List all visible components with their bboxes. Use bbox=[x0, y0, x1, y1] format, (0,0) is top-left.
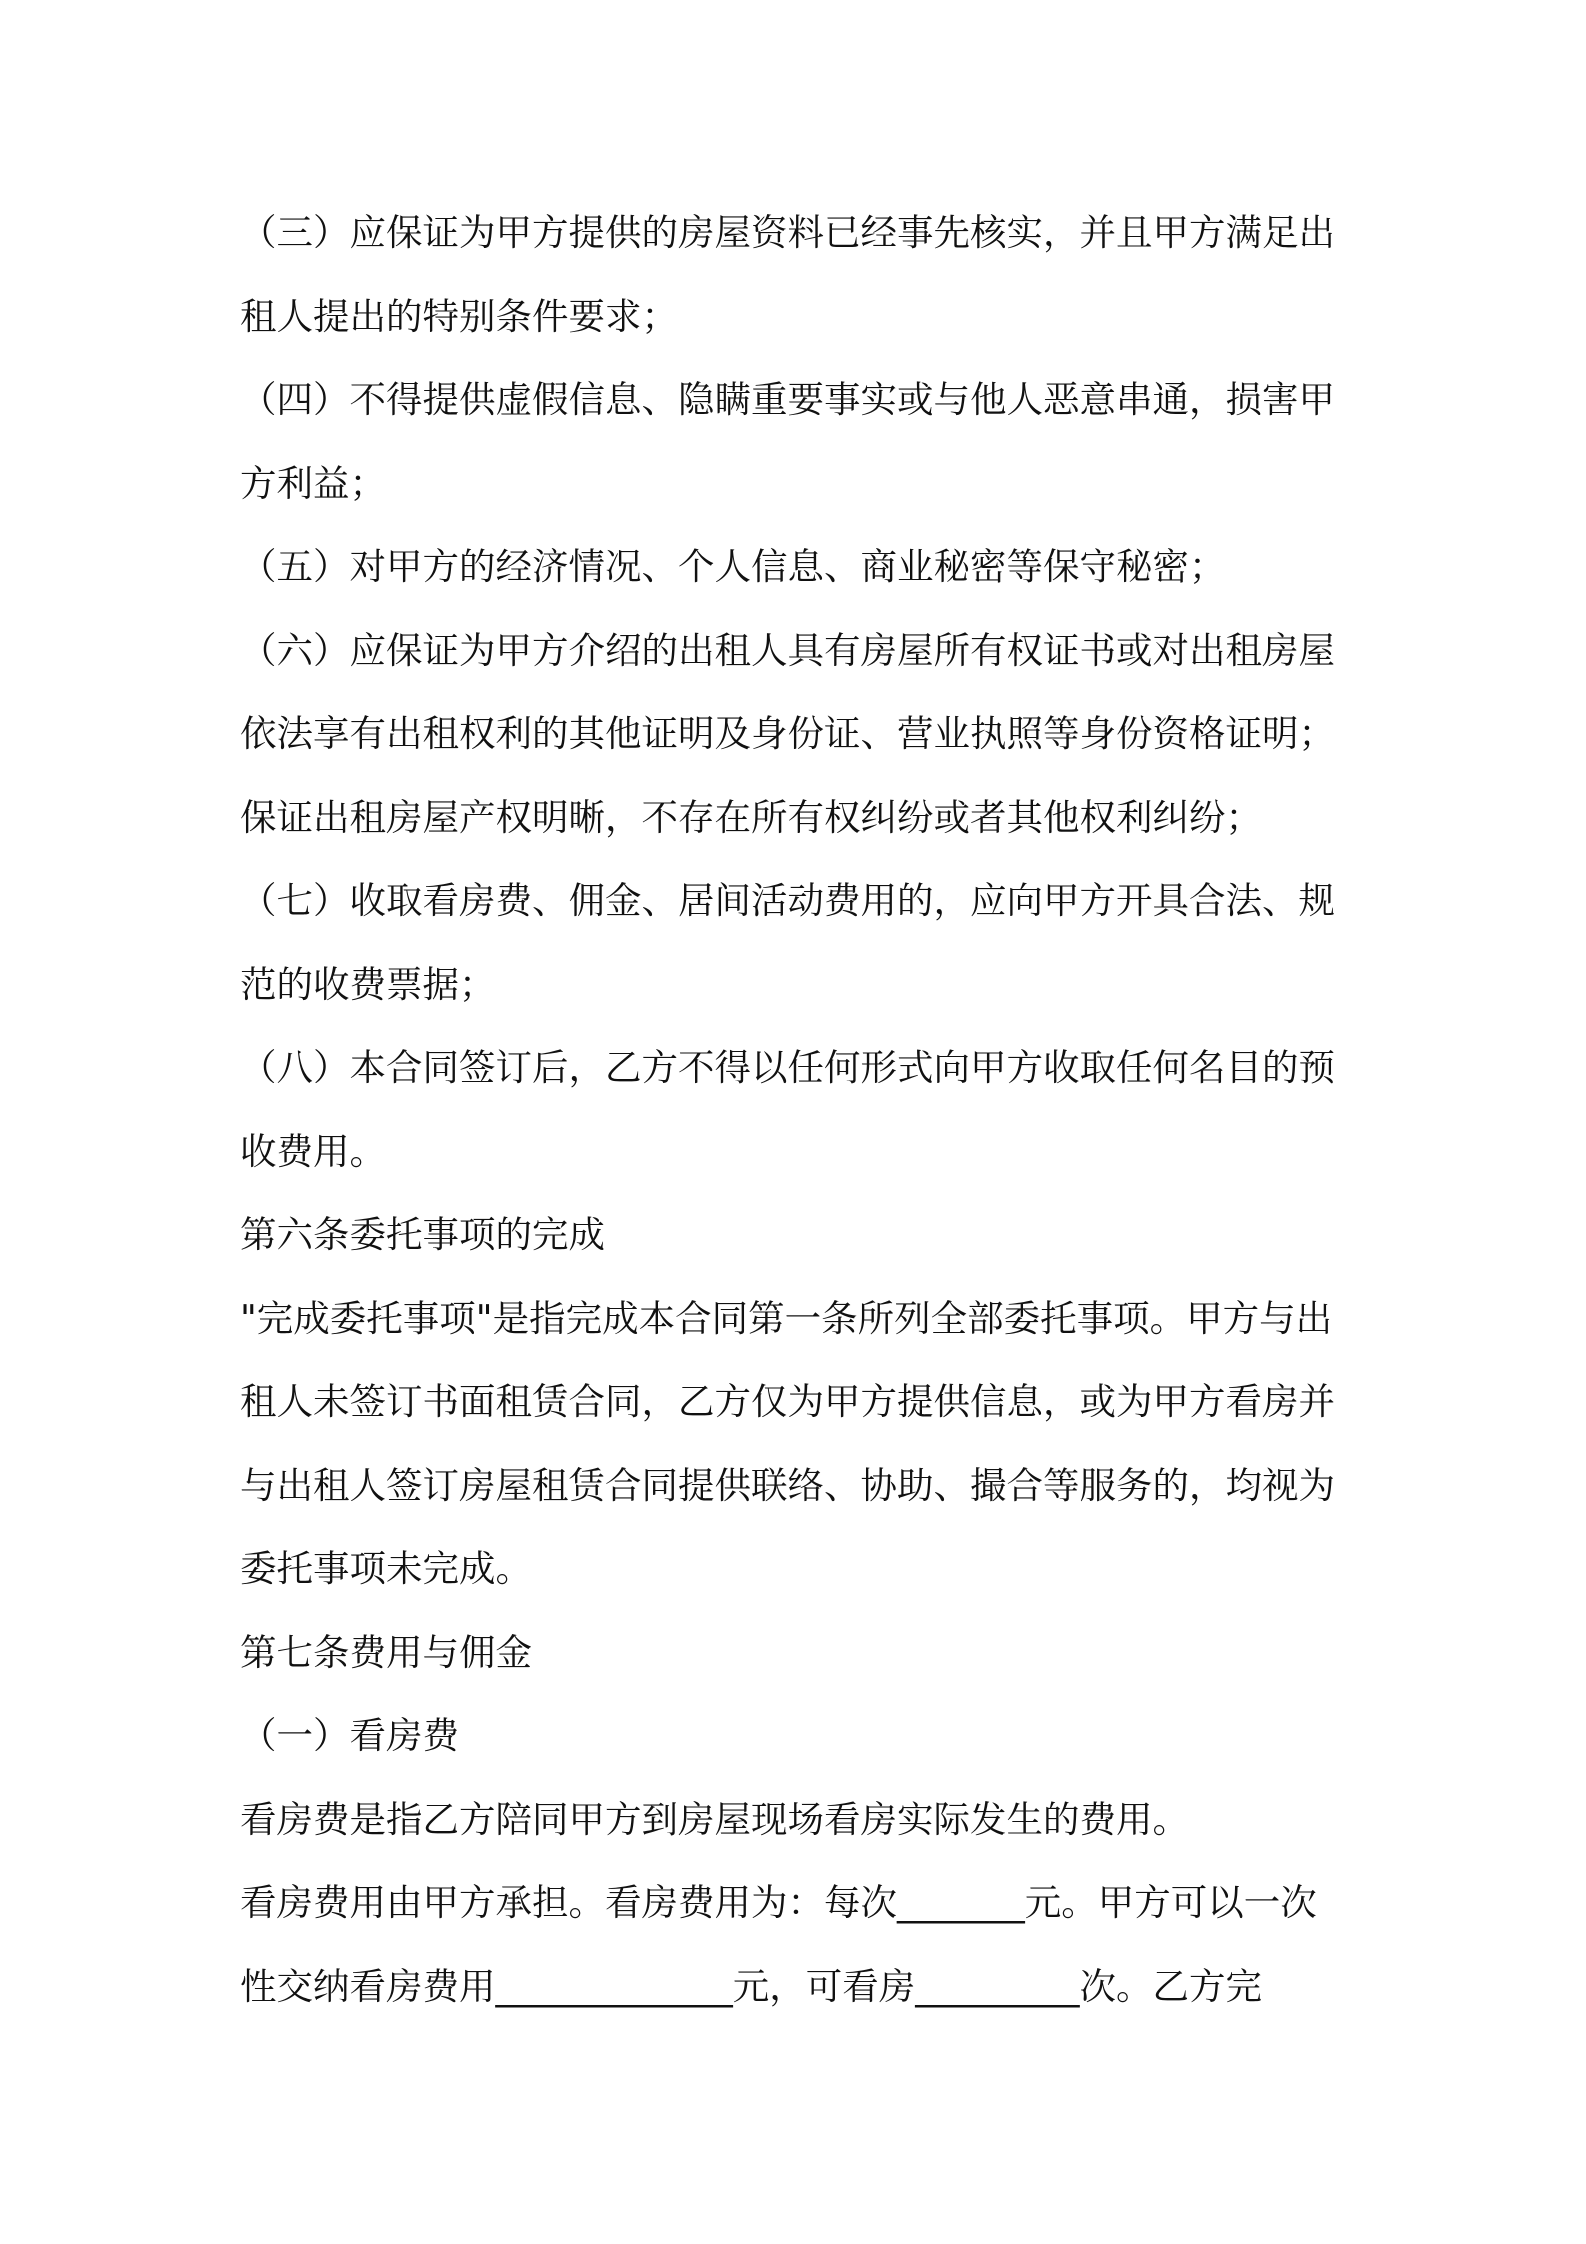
text-line: （七）收取看房费、佣金、居间活动费用的，应向甲方开具合法、规 bbox=[240, 879, 1335, 922]
text-line: （三）应保证为甲方提供的房屋资料已经事先核实，并且甲方满足出 bbox=[240, 211, 1335, 254]
subsection-heading: （一）看房费 bbox=[240, 1714, 459, 1757]
text-line: 范的收费票据； bbox=[240, 962, 496, 1006]
text-line: 与出租人签订房屋租赁合同提供联络、协助、撮合等服务的，均视为 bbox=[240, 1463, 1335, 1507]
text-line: （四）不得提供虚假信息、隐瞒重要事实或与他人恶意串通，损害甲 bbox=[240, 378, 1335, 421]
text-line: 租人提出的特别条件要求； bbox=[240, 294, 678, 338]
text-line: "完成委托事项"是指完成本合同第一条所列全部委托事项。甲方与出 bbox=[240, 1296, 1333, 1340]
text-line: 收费用。 bbox=[240, 1129, 386, 1173]
text-line: （五）对甲方的经济情况、个人信息、商业秘密等保守秘密； bbox=[240, 545, 1226, 588]
text-line: 看房费用由甲方承担。看房费用为：每次_______元。甲方可以一次 bbox=[240, 1881, 1317, 1924]
text-line: 性交纳看房费用_____________元，可看房_________次。乙方完 bbox=[240, 1964, 1262, 2008]
text-line: 保证出租房屋产权明晰，不存在所有权纠纷或者其他权利纠纷； bbox=[240, 795, 1262, 839]
text-line: 委托事项未完成。 bbox=[240, 1547, 532, 1590]
text-line: 依法享有出租权利的其他证明及身份证、营业执照等身份资格证明； bbox=[240, 712, 1335, 755]
section-heading: 第七条费用与佣金 bbox=[240, 1630, 532, 1674]
section-heading: 第六条委托事项的完成 bbox=[240, 1213, 605, 1256]
contract-text bbox=[240, 191, 1350, 2028]
text-line: （六）应保证为甲方介绍的出租人具有房屋所有权证书或对出租房屋 bbox=[240, 628, 1335, 672]
text-line: 租人未签订书面租赁合同，乙方仅为甲方提供信息，或为甲方看房并 bbox=[240, 1380, 1335, 1423]
text-line: （八）本合同签订后，乙方不得以任何形式向甲方收取任何名目的预 bbox=[240, 1046, 1335, 1089]
text-line: 看房费是指乙方陪同甲方到房屋现场看房实际发生的费用。 bbox=[240, 1797, 1189, 1841]
text-line: 方利益； bbox=[240, 461, 386, 505]
